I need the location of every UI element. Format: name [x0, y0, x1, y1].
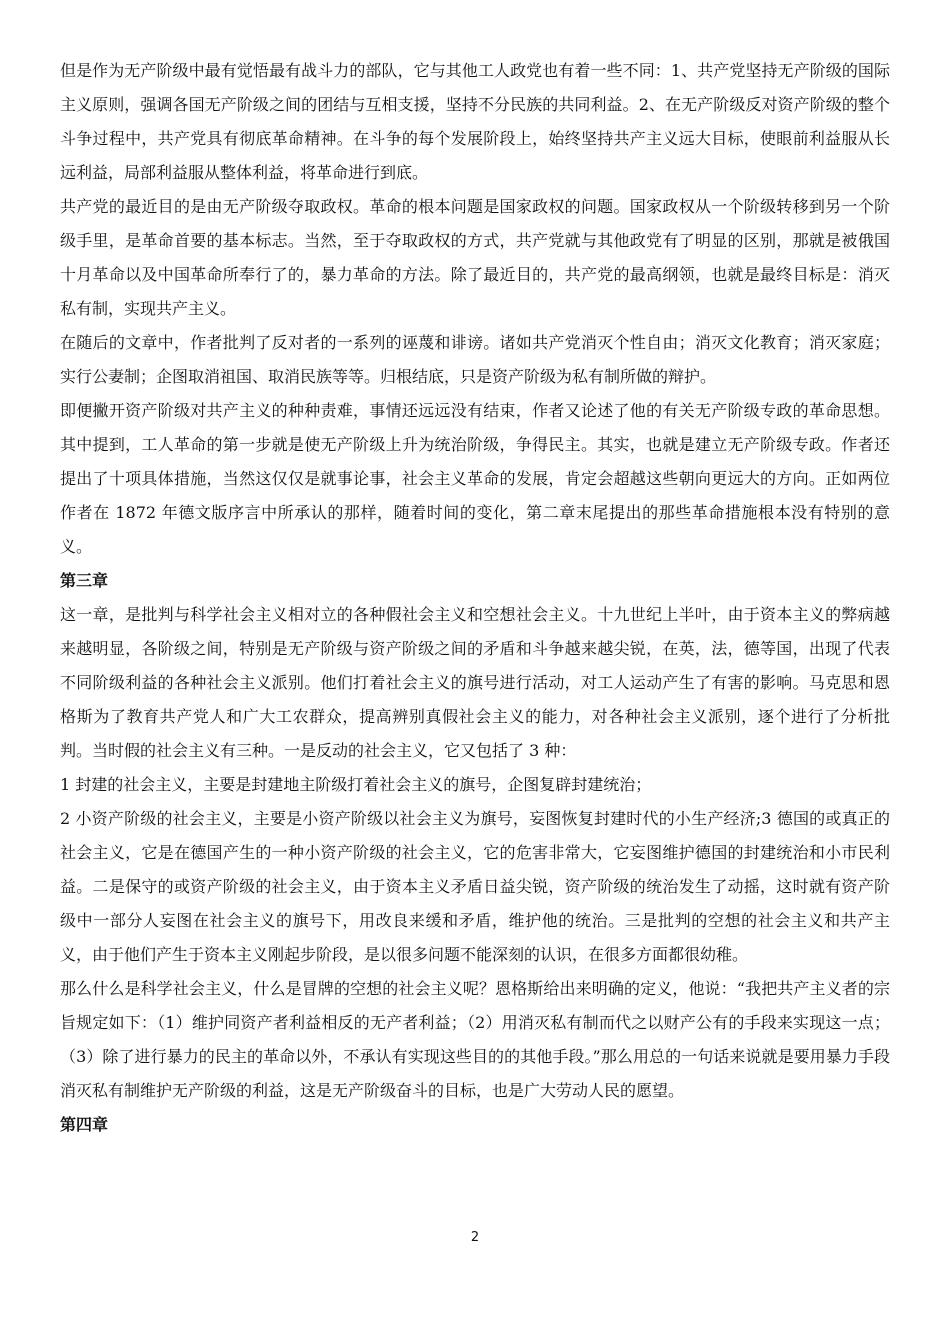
- paragraph-7: 2 小资产阶级的社会主义，主要是小资产阶级以社会主义为旗号，妄图恢复封建时代的小生产经济;3 德国的或真正的社会主义，它是在德国产生的一种小资产阶级的社会主义，它的危害非常大，它妄图维护德国的封建统治和小市民利益。二是保守的或资产阶级的社会主义，由于资本主义矛盾日益尖锐，资产阶级的统治发生了动摇，这时就有资产阶级中一部分人妄图在社会主义的旗号下，用改良来缓和矛盾，维护他的统治。三是批判的空想的社会主义和共产主义，由于他们产生于资本主义刚起步阶段，是以很多问题不能深刻的认识，在很多方面都很幼稚。: [60, 809, 890, 964]
- document-body: [60, 54, 890, 1142]
- chapter-4-heading: 第四章: [60, 1115, 109, 1134]
- paragraph-2: 共产党的最近目的是由无产阶级夺取政权。革命的根本问题是国家政权的问题。国家政权从一个阶级转移到另一个阶级手里，是革命首要的基本标志。当然，至于夺取政权的方式，共产党就与其他政党有了明显的区别，那就是被俄国十月革命以及中国革命所奉行了的，暴力革命的方法。除了最近目的，共产党的最高纲领，也就是最终目标是：消灭私有制，实现共产主义。: [60, 197, 890, 318]
- paragraph-5: 这一章，是批判与科学社会主义相对立的各种假社会主义和空想社会主义。十九世纪上半叶，由于资本主义的弊病越来越明显，各阶级之间，特别是无产阶级与资产阶级之间的矛盾和斗争越来越尖锐，在英，法，德等国，出现了代表不同阶级利益的各种社会主义派别。他们打着社会主义的旗号进行活动，对工人运动产生了有害的影响。马克思和恩格斯为了教育共产党人和广大工农群众，提高辨别真假社会主义的能力，对各种社会主义派别，逐个进行了分析批判。当时假的社会主义有三种。一是反动的社会主义，它又包括了 3 种：: [60, 605, 890, 760]
- paragraph-6: 1 封建的社会主义，主要是封建地主阶级打着社会主义的旗号，企图复辟封建统治；: [60, 775, 652, 794]
- paragraph-3: 在随后的文章中，作者批判了反对者的一系列的诬蔑和诽谤。诸如共产党消灭个性自由；消灭文化教育；消灭家庭；实行公妻制；企图取消祖国、取消民族等等。归根结底，只是资产阶级为私有制所做的辩护。: [60, 333, 890, 386]
- paragraph-1: 但是作为无产阶级中最有觉悟最有战斗力的部队，它与其他工人政党也有着一些不同：1、共产党坚持无产阶级的国际主义原则，强调各国无产阶级之间的团结与互相支援，坚持不分民族的共同利益。2、在无产阶级反对资产阶级的整个斗争过程中，共产党具有彻底革命精神。在斗争的每个发展阶段上，始终坚持共产主义远大目标，使眼前利益服从长远利益，局部利益服从整体利益，将革命进行到底。: [60, 61, 890, 182]
- chapter-3-heading: 第三章: [60, 571, 109, 590]
- paragraph-8: 那么什么是科学社会主义，什么是冒牌的空想的社会主义呢？恩格斯给出来明确的定义，他说：“我把共产主义者的宗旨规定如下：（1）维护同资产者利益相反的无产者利益；（2）用消灭私有制而代之以财产公有的手段来实现这一点；（3）除了进行暴力的民主的革命以外，不承认有实现这些目的的其他手段。”那么用总的一句话来说就是要用暴力手段消灭私有制维护无产阶级的利益，这是无产阶级奋斗的目标，也是广大劳动人民的愿望。: [60, 979, 890, 1100]
- page-number: 2: [470, 1230, 480, 1245]
- paragraph-4: 即便撇开资产阶级对共产主义的种种责难，事情还远远没有结束，作者又论述了他的有关无产阶级专政的革命思想。其中提到，工人革命的第一步就是使无产阶级上升为统治阶级，争得民主。其实，也就是建立无产阶级专政。作者还提出了十项具体措施，当然这仅仅是就事论事，社会主义革命的发展，肯定会超越这些朝向更远大的方向。正如两位作者在 1872 年德文版序言中所承认的那样，随着时间的变化，第二章末尾提出的那些革命措施根本没有特别的意义。: [60, 401, 890, 556]
